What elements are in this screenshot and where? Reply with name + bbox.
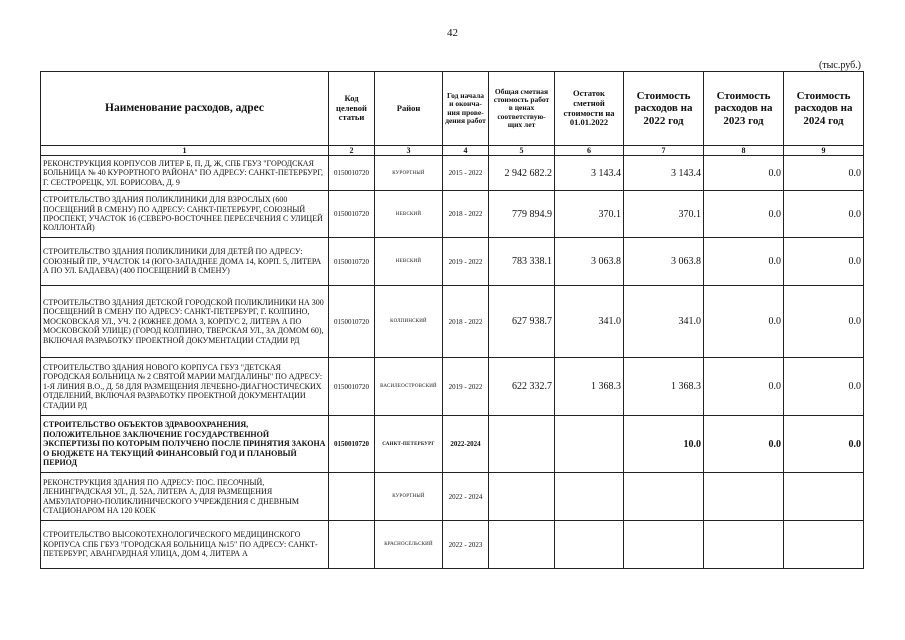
column-number-row: [41, 146, 864, 156]
row-district: САНКТ-ПЕТЕРБУРГ: [375, 416, 443, 473]
row-cost-2022: 3 143.4: [624, 156, 704, 191]
row-code: 0150010720: [329, 238, 375, 286]
row-cost-2022: 10.0: [624, 416, 704, 473]
row-code: 0150010720: [329, 358, 375, 416]
column-number: 3: [375, 146, 443, 156]
header-total-cost: Общая сметная стоимость работ в ценах соответствую-щих лет: [489, 72, 555, 146]
row-name: РЕКОНСТРУКЦИЯ ЗДАНИЯ ПО АДРЕСУ: ПОС. ПЕСОЧНЫЙ, ЛЕНИНГРАДСКАЯ УЛ., Д. 52А, ЛИТЕРА А, ДЛЯ РАЗМЕЩЕНИЯ АМБУЛАТОРНО-ПОЛИКЛИНИЧЕСКОГО УЧРЕЖДЕНИЯ С ДНЕВНЫМ СТАЦИОНАРОМ НА 120 КОЕК: [41, 473, 329, 521]
row-cost-2023: 0.0: [704, 191, 784, 238]
row-cost-2022: 341.0: [624, 286, 704, 358]
row-district: КУРОРТНЫЙ: [375, 156, 443, 191]
row-period: 2018 - 2022: [443, 191, 489, 238]
row-period: 2018 - 2022: [443, 286, 489, 358]
units-label: (тыс.руб.): [818, 60, 861, 71]
row-cost-2023: 0.0: [704, 358, 784, 416]
row-cost-2022: 1 368.3: [624, 358, 704, 416]
row-code: 0150010720: [329, 416, 375, 473]
row-name: СТРОИТЕЛЬСТВО ЗДАНИЯ ПОЛИКЛИНИКИ ДЛЯ ДЕТЕЙ ПО АДРЕСУ: СОЮЗНЫЙ ПР., УЧАСТОК 14 (ЮГО-ЗАПАДНЕЕ ДОМА 14, КОРП. 5, ЛИТЕРА А ПО УЛ. БАДАЕВА) (400 ПОСЕЩЕНИЙ В СМЕНУ): [41, 238, 329, 286]
column-number: 1: [41, 146, 329, 156]
row-code: 0150010720: [329, 286, 375, 358]
budget-table: [40, 71, 864, 569]
row-total-cost: 2 942 682.2: [489, 156, 555, 191]
row-name: СТРОИТЕЛЬСТВО ЗДАНИЯ ДЕТСКОЙ ГОРОДСКОЙ ПОЛИКЛИНИКИ НА 300 ПОСЕЩЕНИЙ В СМЕНУ ПО АДРЕСУ: САНКТ-ПЕТЕРБУРГ, Г. КОЛПИНО, МОСКОВСКАЯ УЛ., УЧ. 2 (ЮЖНЕЕ ДОМА 3, КОРПУС 2, ЛИТЕРА А ПО МОСКОВСКОЙ УЛИЦЕ) (ГОРОД КОЛПИНО, ТВЕРСКАЯ УЛ., ЗА ДОМОМ 60), ВКЛЮЧАЯ РАЗРАБОТКУ ПРОЕКТНОЙ ДОКУМЕНТАЦИИ СТАДИИ РД: [41, 286, 329, 358]
page-number: 42: [447, 27, 458, 39]
row-total-cost: 779 894.9: [489, 191, 555, 238]
column-number: 2: [329, 146, 375, 156]
header-period: Год начала и оконча-ния прове-дения работ: [443, 72, 489, 146]
row-name: СТРОИТЕЛЬСТВО ОБЪЕКТОВ ЗДРАВООХРАНЕНИЯ, ПОЛОЖИТЕЛЬНОЕ ЗАКЛЮЧЕНИЕ ГОСУДАРСТВЕННОЙ ЭКСПЕРТИЗЫ ПО КОТОРЫМ ПОЛУЧЕНО ПОСЛЕ ПРИНЯТИЯ ЗАКОНА О БЮДЖЕТЕ НА ТЕКУЩИЙ ФИНАНСОВЫЙ ГОД И ПЛАНОВЫЙ ПЕРИОД: [41, 416, 329, 473]
row-district: КУРОРТНЫЙ: [375, 473, 443, 521]
row-period: 2019 - 2022: [443, 238, 489, 286]
row-cost-2022: [624, 473, 704, 521]
row-cost-2024: [784, 473, 864, 521]
row-period: 2015 - 2022: [443, 156, 489, 191]
row-total-cost: 783 338.1: [489, 238, 555, 286]
row-cost-2023: 0.0: [704, 238, 784, 286]
header-code: Код целевой статьи: [329, 72, 375, 146]
row-cost-2023: 0.0: [704, 156, 784, 191]
column-number: 7: [624, 146, 704, 156]
row-cost-2024: 0.0: [784, 416, 864, 473]
row-total-cost: 622 332.7: [489, 358, 555, 416]
column-number: 4: [443, 146, 489, 156]
row-cost-2024: 0.0: [784, 358, 864, 416]
row-remaining: [555, 521, 624, 569]
row-cost-2023: 0.0: [704, 416, 784, 473]
row-district: КОЛПИНСКИЙ: [375, 286, 443, 358]
row-name: РЕКОНСТРУКЦИЯ КОРПУСОВ ЛИТЕР Б, П, Д, Ж, СПБ ГБУЗ "ГОРОДСКАЯ БОЛЬНИЦА № 40 КУРОРТНОГО РАЙОНА" ПО АДРЕСУ: САНКТ-ПЕТЕРБУРГ, Г. СЕСТРОРЕЦК, УЛ. БОРИСОВА, Д. 9: [41, 156, 329, 191]
column-number: 9: [784, 146, 864, 156]
row-cost-2024: 0.0: [784, 286, 864, 358]
row-code: [329, 473, 375, 521]
table-row: [41, 286, 864, 358]
row-total-cost: 627 938.7: [489, 286, 555, 358]
column-number: 6: [555, 146, 624, 156]
row-total-cost: [489, 473, 555, 521]
row-remaining: [555, 473, 624, 521]
table-row: [41, 358, 864, 416]
row-name: СТРОИТЕЛЬСТВО ЗДАНИЯ НОВОГО КОРПУСА ГБУЗ "ДЕТСКАЯ ГОРОДСКАЯ БОЛЬНИЦА № 2 СВЯТОЙ МАРИИ МАГДАЛИНЫ" ПО АДРЕСУ: 1-Я ЛИНИЯ В.О., Д. 58 ДЛЯ РАЗМЕЩЕНИЯ ЛЕЧЕБНО-ДИАГНОСТИЧЕСКИХ ОТДЕЛЕНИЙ, ВКЛЮЧАЯ РАЗРАБОТКУ ПРОЕКТНОЙ ДОКУМЕНТАЦИИ СТАДИИ РД: [41, 358, 329, 416]
row-code: 0150010720: [329, 191, 375, 238]
row-cost-2024: 0.0: [784, 191, 864, 238]
header-cost-2024: Стоимость расходов на 2024 год: [784, 72, 864, 146]
row-remaining: 370.1: [555, 191, 624, 238]
row-cost-2023: 0.0: [704, 286, 784, 358]
table-row: [41, 416, 864, 473]
row-period: 2022 - 2024: [443, 473, 489, 521]
row-district: ВАСИЛЕОСТРОВСКИЙ: [375, 358, 443, 416]
row-code: [329, 521, 375, 569]
row-remaining: 1 368.3: [555, 358, 624, 416]
row-period: 2019 - 2022: [443, 358, 489, 416]
row-cost-2024: 0.0: [784, 156, 864, 191]
header-district: Район: [375, 72, 443, 146]
row-cost-2022: [624, 521, 704, 569]
column-number: 8: [704, 146, 784, 156]
row-remaining: 3 063.8: [555, 238, 624, 286]
row-district: НЕВСКИЙ: [375, 238, 443, 286]
row-remaining: [555, 416, 624, 473]
row-cost-2022: 370.1: [624, 191, 704, 238]
row-remaining: 341.0: [555, 286, 624, 358]
row-district: КРАСНОСЕЛЬСКИЙ: [375, 521, 443, 569]
row-cost-2024: [784, 521, 864, 569]
header-row: [41, 72, 864, 146]
row-total-cost: [489, 416, 555, 473]
column-number: 5: [489, 146, 555, 156]
row-remaining: 3 143.4: [555, 156, 624, 191]
row-name: СТРОИТЕЛЬСТВО ВЫСОКОТЕХНОЛОГИЧЕСКОГО МЕДИЦИНСКОГО КОРПУСА СПБ ГБУЗ "ГОРОДСКАЯ БОЛЬНИЦА №15" ПО АДРЕСУ: САНКТ-ПЕТЕРБУРГ, АВАНГАРДНАЯ УЛИЦА, ДОМ 4, ЛИТЕРА А: [41, 521, 329, 569]
row-period: 2022 - 2023: [443, 521, 489, 569]
row-cost-2023: [704, 521, 784, 569]
table-row: [41, 156, 864, 191]
header-cost-2022: Стоимость расходов на 2022 год: [624, 72, 704, 146]
header-remaining: Остаток сметной стоимости на 01.01.2022: [555, 72, 624, 146]
row-cost-2022: 3 063.8: [624, 238, 704, 286]
header-cost-2023: Стоимость расходов на 2023 год: [704, 72, 784, 146]
row-code: 0150010720: [329, 156, 375, 191]
row-total-cost: [489, 521, 555, 569]
row-name: СТРОИТЕЛЬСТВО ЗДАНИЯ ПОЛИКЛИНИКИ ДЛЯ ВЗРОСЛЫХ (600 ПОСЕЩЕНИЙ В СМЕНУ) ПО АДРЕСУ: САНКТ-ПЕТЕРБУРГ, СОЮЗНЫЙ ПРОСПЕКТ, УЧАСТОК 16 (СЕВЕРО-ВОСТОЧНЕЕ ПЕРЕСЕЧЕНИЯ С УЛИЦЕЙ КОЛЛОНТАЙ): [41, 191, 329, 238]
row-cost-2024: 0.0: [784, 238, 864, 286]
row-cost-2023: [704, 473, 784, 521]
table-row: [41, 191, 864, 238]
header-name: Наименование расходов, адрес: [41, 72, 329, 146]
table-row: [41, 473, 864, 521]
table-row: [41, 521, 864, 569]
row-period: 2022-2024: [443, 416, 489, 473]
row-district: НЕВСКИЙ: [375, 191, 443, 238]
table-row: [41, 238, 864, 286]
